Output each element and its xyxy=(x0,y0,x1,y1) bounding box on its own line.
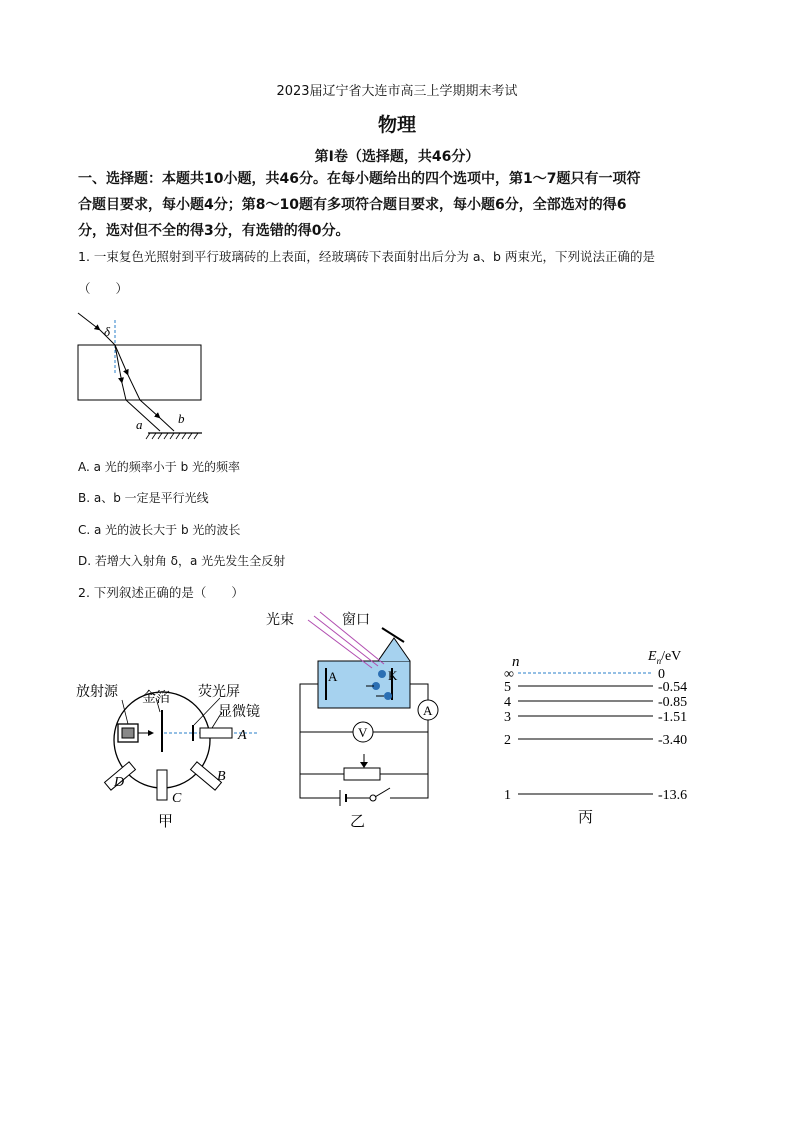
q1-option-b: B. a、b 一定是平行光线 xyxy=(78,491,209,505)
n-axis-label: n xyxy=(512,654,520,670)
cathode-label: K xyxy=(388,668,398,683)
q1-option-c: C. a 光的波长大于 b 光的波长 xyxy=(78,523,241,537)
energy-level-n: 5 xyxy=(504,680,511,695)
q1-glass-figure xyxy=(70,305,210,440)
ray-b-inside-end xyxy=(128,375,140,400)
angle-delta-label: δ xyxy=(104,324,111,339)
source-core xyxy=(122,728,134,738)
label-a: A xyxy=(238,728,247,743)
fig-yi-photoelectric xyxy=(260,608,450,830)
q2-stem: 2. 下列叙述正确的是（ ） xyxy=(78,585,244,600)
label-microscope: 显微镜 xyxy=(218,705,260,720)
switch-contact-left xyxy=(370,795,376,801)
subject-title: 物理 xyxy=(377,114,416,136)
anode-label: A xyxy=(328,669,338,684)
window-label: 窗口 xyxy=(342,613,370,628)
ray-b-label: b xyxy=(178,411,185,426)
energy-level-value: -1.51 xyxy=(658,710,688,725)
ray-a-label: a xyxy=(136,417,143,432)
e-label: E xyxy=(648,649,657,664)
alpha-arrow xyxy=(148,730,154,736)
caption-bing: 丙 xyxy=(578,810,594,826)
section-line-1: 一、选择题：本题共10小题，共46分。在每小题给出的四个选项中，第1～7题只有一项符 xyxy=(78,171,641,187)
energy-level-n: ∞ xyxy=(504,667,514,682)
energy-level-value: 0 xyxy=(658,667,665,682)
q1-stem: 1. 一束复色光照射到平行玻璃砖的上表面，经玻璃砖下表面射出后分为 a、b 两束光，下列说法正确的是 xyxy=(78,249,655,264)
electron-1 xyxy=(378,670,386,678)
section-line-3: 分，选对但不全的得3分，有选错的得0分。 xyxy=(78,223,350,239)
ray-b-inside xyxy=(115,345,128,375)
section-instructions xyxy=(78,166,728,244)
e-unit: /eV xyxy=(661,649,682,664)
q1-option-d: D. 若增大入射角 δ，a 光先发生全反射 xyxy=(78,554,286,568)
microscope-a xyxy=(200,728,232,738)
q1-answer-blank: （ ） xyxy=(78,281,129,296)
e-subscript: n xyxy=(656,656,662,666)
label-screen: 荧光屏 xyxy=(198,685,240,700)
volume-title: 第Ⅰ卷（选择题，共46分） xyxy=(314,149,480,165)
energy-level-value: -3.40 xyxy=(658,733,688,748)
ray-b-outside-end xyxy=(160,418,174,431)
exam-header: 2023届辽宁省大连市高三上学期期末考试 xyxy=(276,84,518,99)
ray-a-outside xyxy=(126,400,160,431)
rheostat xyxy=(344,768,380,780)
label-foil: 金箔 xyxy=(142,691,170,706)
switch-blade xyxy=(375,788,390,797)
energy-level-value: -13.6 xyxy=(658,788,688,803)
microscope-c xyxy=(157,770,167,800)
tube-window-neck xyxy=(378,638,410,661)
label-c: C xyxy=(172,791,182,806)
label-b: B xyxy=(217,769,226,784)
ammeter-label: A xyxy=(423,703,433,718)
electron-3 xyxy=(384,692,392,700)
energy-level-n: 3 xyxy=(504,710,511,725)
section-line-2: 合题目要求，每小题4分；第8～10题有多项符合题目要求，每小题6分，全部选对的得6 xyxy=(78,197,627,213)
wire-right-top xyxy=(410,684,428,700)
ray-a-inside xyxy=(115,345,122,383)
ray-a-inside-end xyxy=(122,383,126,400)
energy-level-value: -0.54 xyxy=(658,680,688,695)
screen-hatching xyxy=(146,433,198,439)
light-label: 光束 xyxy=(266,613,294,628)
energy-level-n: 4 xyxy=(504,695,511,710)
e-axis-label xyxy=(647,649,681,666)
label-source: 放射源 xyxy=(76,685,118,700)
energy-level-n: 2 xyxy=(504,733,511,748)
slider-arrow xyxy=(360,762,368,768)
incident-ray xyxy=(78,313,100,330)
fig-bing-energy-levels xyxy=(498,640,708,830)
caption-jia: 甲 xyxy=(158,814,174,830)
label-d: D xyxy=(114,775,125,790)
q1-option-a: A. a 光的频率小于 b 光的频率 xyxy=(78,460,241,474)
voltmeter-label: V xyxy=(358,725,368,740)
fig-jia-alpha-scattering xyxy=(72,680,272,830)
caption-yi: 乙 xyxy=(350,814,366,830)
energy-level-value: -0.85 xyxy=(658,695,688,710)
energy-level-n: 1 xyxy=(504,788,511,803)
glass-slab xyxy=(78,345,201,400)
